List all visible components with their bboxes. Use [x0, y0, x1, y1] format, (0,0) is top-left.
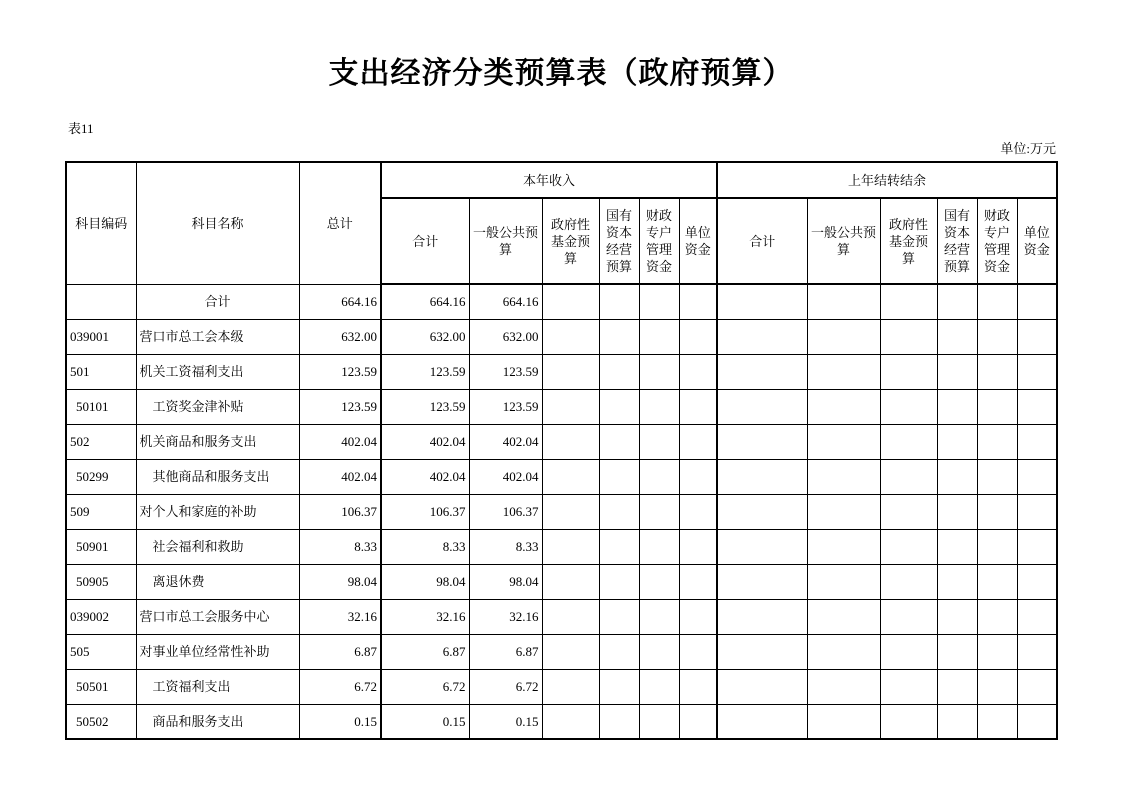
cell-value: 402.04	[381, 459, 469, 494]
cell-subject-code	[66, 284, 136, 319]
cell-value: 6.87	[469, 634, 542, 669]
cell-value	[639, 319, 679, 354]
cell-value	[679, 354, 717, 389]
cell-value	[1017, 284, 1057, 319]
cell-value: 0.15	[469, 704, 542, 739]
cell-value	[807, 704, 880, 739]
cell-value	[1017, 424, 1057, 459]
cell-value	[542, 704, 599, 739]
cell-value	[679, 494, 717, 529]
cell-subject-code: 502	[66, 424, 136, 459]
cell-value: 123.59	[299, 389, 381, 424]
cell-value	[977, 319, 1017, 354]
cell-value: 6.72	[299, 669, 381, 704]
cell-value	[977, 459, 1017, 494]
cell-value	[977, 634, 1017, 669]
cell-subject-code: 50299	[66, 459, 136, 494]
cell-value	[807, 424, 880, 459]
header-row-groups	[66, 162, 1057, 198]
cell-value	[937, 494, 977, 529]
cell-value: 6.72	[381, 669, 469, 704]
cell-value: 32.16	[381, 599, 469, 634]
cell-value	[937, 319, 977, 354]
table-row	[66, 599, 1057, 634]
cell-value	[679, 424, 717, 459]
cell-value	[717, 599, 807, 634]
cell-value: 32.16	[299, 599, 381, 634]
cell-subject-code: 50905	[66, 564, 136, 599]
cell-value	[542, 284, 599, 319]
cell-value: 6.72	[469, 669, 542, 704]
cell-value	[937, 564, 977, 599]
table-number-label: 表11	[68, 121, 94, 136]
cell-value	[717, 529, 807, 564]
cell-value	[880, 424, 937, 459]
cell-value: 123.59	[469, 354, 542, 389]
cell-value	[599, 319, 639, 354]
cell-value	[542, 389, 599, 424]
table-row	[66, 494, 1057, 529]
cell-subject-code: 50502	[66, 704, 136, 739]
cell-value	[679, 319, 717, 354]
cell-value	[1017, 319, 1057, 354]
subcolumn-header-1-4: 财政专户管理资金	[977, 198, 1017, 284]
cell-value	[639, 424, 679, 459]
cell-value	[1017, 389, 1057, 424]
cell-value	[717, 704, 807, 739]
cell-value	[639, 669, 679, 704]
cell-value	[679, 284, 717, 319]
cell-value	[542, 564, 599, 599]
table-row	[66, 564, 1057, 599]
cell-value: 402.04	[299, 424, 381, 459]
cell-value	[807, 284, 880, 319]
cell-value	[717, 284, 807, 319]
cell-value	[1017, 704, 1057, 739]
cell-value	[807, 564, 880, 599]
cell-value	[717, 669, 807, 704]
cell-value	[977, 494, 1017, 529]
subcolumn-header-1-2: 政府性基金预算	[880, 198, 937, 284]
cell-value	[880, 704, 937, 739]
cell-value	[599, 424, 639, 459]
cell-value	[679, 459, 717, 494]
cell-value: 402.04	[381, 424, 469, 459]
column-header-name: 科目名称	[136, 162, 299, 284]
cell-value	[977, 354, 1017, 389]
cell-value	[542, 599, 599, 634]
cell-value	[977, 389, 1017, 424]
budget-table-body	[66, 284, 1057, 739]
cell-value: 632.00	[299, 319, 381, 354]
cell-subject-name: 营口市总工会服务中心	[136, 599, 299, 634]
cell-value	[542, 424, 599, 459]
table-row	[66, 389, 1057, 424]
cell-subject-code: 50101	[66, 389, 136, 424]
cell-value: 123.59	[381, 354, 469, 389]
subcolumn-header-0-1: 一般公共预算	[469, 198, 542, 284]
cell-value: 8.33	[299, 529, 381, 564]
cell-value	[639, 564, 679, 599]
cell-value: 402.04	[469, 459, 542, 494]
table-row	[66, 424, 1057, 459]
cell-value	[717, 319, 807, 354]
cell-value	[717, 459, 807, 494]
cell-value	[599, 284, 639, 319]
cell-value	[807, 459, 880, 494]
table-row	[66, 354, 1057, 389]
unit-label: 单位:万元	[1000, 141, 1056, 156]
cell-value: 123.59	[469, 389, 542, 424]
cell-value	[542, 669, 599, 704]
cell-value	[599, 704, 639, 739]
cell-value: 123.59	[299, 354, 381, 389]
budget-table	[65, 161, 1058, 740]
cell-value	[679, 704, 717, 739]
cell-value	[1017, 459, 1057, 494]
cell-value	[807, 354, 880, 389]
cell-value	[679, 634, 717, 669]
cell-subject-name: 机关工资福利支出	[136, 354, 299, 389]
cell-value	[1017, 599, 1057, 634]
cell-value	[937, 704, 977, 739]
cell-value	[807, 494, 880, 529]
cell-value	[599, 564, 639, 599]
cell-value: 106.37	[469, 494, 542, 529]
cell-value	[639, 354, 679, 389]
cell-value	[679, 389, 717, 424]
subcolumn-header-0-5: 单位资金	[679, 198, 717, 284]
cell-value	[639, 494, 679, 529]
cell-subject-code: 50901	[66, 529, 136, 564]
cell-value: 402.04	[469, 424, 542, 459]
cell-value	[977, 529, 1017, 564]
cell-value	[807, 529, 880, 564]
cell-subject-name: 社会福利和救助	[136, 529, 299, 564]
subcolumn-header-0-2: 政府性基金预算	[542, 198, 599, 284]
table-row	[66, 529, 1057, 564]
cell-value	[977, 284, 1017, 319]
cell-value	[937, 599, 977, 634]
subcolumn-header-1-0: 合计	[717, 198, 807, 284]
cell-value	[880, 669, 937, 704]
cell-value	[880, 529, 937, 564]
cell-value	[599, 354, 639, 389]
cell-value	[639, 529, 679, 564]
cell-value: 106.37	[299, 494, 381, 529]
cell-value	[542, 459, 599, 494]
cell-value	[717, 424, 807, 459]
cell-value: 8.33	[381, 529, 469, 564]
cell-value	[717, 389, 807, 424]
cell-value	[880, 494, 937, 529]
cell-value	[542, 354, 599, 389]
cell-value	[977, 599, 1017, 634]
column-header-code: 科目编码	[66, 162, 136, 284]
cell-value	[880, 564, 937, 599]
cell-value: 0.15	[381, 704, 469, 739]
cell-value	[599, 529, 639, 564]
cell-subject-code: 039001	[66, 319, 136, 354]
cell-value: 402.04	[299, 459, 381, 494]
cell-subject-name: 对事业单位经常性补助	[136, 634, 299, 669]
cell-value	[639, 704, 679, 739]
cell-value	[599, 494, 639, 529]
cell-value	[1017, 354, 1057, 389]
cell-value	[807, 389, 880, 424]
cell-value	[639, 284, 679, 319]
cell-value	[937, 634, 977, 669]
cell-value: 32.16	[469, 599, 542, 634]
cell-value	[977, 704, 1017, 739]
cell-value	[937, 284, 977, 319]
cell-value	[1017, 669, 1057, 704]
cell-subject-name: 机关商品和服务支出	[136, 424, 299, 459]
cell-value	[639, 599, 679, 634]
cell-value: 632.00	[381, 319, 469, 354]
cell-value	[717, 564, 807, 599]
table-row	[66, 284, 1057, 319]
cell-value	[880, 319, 937, 354]
cell-subject-name: 其他商品和服务支出	[136, 459, 299, 494]
cell-value: 664.16	[381, 284, 469, 319]
group-header-current-year-income: 本年收入	[381, 162, 717, 198]
cell-value	[937, 354, 977, 389]
subcolumn-header-1-3: 国有资本经营预算	[937, 198, 977, 284]
cell-value	[542, 319, 599, 354]
subcolumn-header-0-0: 合计	[381, 198, 469, 284]
cell-value	[717, 634, 807, 669]
cell-value	[807, 634, 880, 669]
table-row	[66, 669, 1057, 704]
cell-subject-name: 离退休费	[136, 564, 299, 599]
cell-subject-code: 50501	[66, 669, 136, 704]
cell-subject-name: 工资福利支出	[136, 669, 299, 704]
cell-value: 98.04	[469, 564, 542, 599]
cell-value	[542, 529, 599, 564]
group-header-prior-year-carryover: 上年结转结余	[717, 162, 1057, 198]
cell-value	[679, 599, 717, 634]
cell-value: 106.37	[381, 494, 469, 529]
cell-value: 0.15	[299, 704, 381, 739]
cell-value	[679, 529, 717, 564]
cell-value	[679, 564, 717, 599]
cell-value: 6.87	[299, 634, 381, 669]
cell-value	[639, 389, 679, 424]
cell-value: 632.00	[469, 319, 542, 354]
cell-value	[542, 494, 599, 529]
cell-value	[1017, 564, 1057, 599]
cell-value	[717, 494, 807, 529]
cell-value	[977, 669, 1017, 704]
cell-value: 98.04	[381, 564, 469, 599]
cell-value	[599, 389, 639, 424]
page-title: 支出经济分类预算表（政府预算）	[328, 57, 794, 90]
cell-value	[679, 669, 717, 704]
cell-subject-code: 505	[66, 634, 136, 669]
cell-subject-name: 营口市总工会本级	[136, 319, 299, 354]
cell-value	[880, 634, 937, 669]
cell-value	[880, 599, 937, 634]
cell-value	[977, 424, 1017, 459]
cell-value	[880, 459, 937, 494]
cell-value	[807, 319, 880, 354]
cell-subject-name: 商品和服务支出	[136, 704, 299, 739]
cell-value	[542, 634, 599, 669]
cell-subject-code: 501	[66, 354, 136, 389]
cell-value	[599, 634, 639, 669]
cell-value	[639, 459, 679, 494]
cell-value	[937, 669, 977, 704]
cell-subject-code: 039002	[66, 599, 136, 634]
cell-value	[639, 634, 679, 669]
budget-table-header	[66, 162, 1057, 284]
cell-value	[880, 284, 937, 319]
cell-subject-name: 对个人和家庭的补助	[136, 494, 299, 529]
cell-value	[937, 459, 977, 494]
cell-value	[599, 459, 639, 494]
subcolumn-header-0-3: 国有资本经营预算	[599, 198, 639, 284]
cell-value	[717, 354, 807, 389]
cell-subject-name: 合计	[136, 284, 299, 319]
cell-value	[937, 529, 977, 564]
cell-value	[599, 669, 639, 704]
cell-subject-code: 509	[66, 494, 136, 529]
subcolumn-header-1-1: 一般公共预算	[807, 198, 880, 284]
table-row	[66, 704, 1057, 739]
subcolumn-header-0-4: 财政专户管理资金	[639, 198, 679, 284]
cell-value: 6.87	[381, 634, 469, 669]
table-row	[66, 634, 1057, 669]
cell-value	[1017, 494, 1057, 529]
subcolumn-header-1-5: 单位资金	[1017, 198, 1057, 284]
cell-value	[880, 354, 937, 389]
cell-value: 8.33	[469, 529, 542, 564]
cell-value	[1017, 634, 1057, 669]
cell-value: 664.16	[299, 284, 381, 319]
cell-subject-name: 工资奖金津补贴	[136, 389, 299, 424]
table-row	[66, 459, 1057, 494]
cell-value	[977, 564, 1017, 599]
cell-value: 123.59	[381, 389, 469, 424]
cell-value	[1017, 529, 1057, 564]
cell-value: 664.16	[469, 284, 542, 319]
cell-value	[937, 424, 977, 459]
cell-value	[807, 669, 880, 704]
table-row	[66, 319, 1057, 354]
cell-value	[599, 599, 639, 634]
cell-value: 98.04	[299, 564, 381, 599]
cell-value	[807, 599, 880, 634]
cell-value	[880, 389, 937, 424]
cell-value	[937, 389, 977, 424]
column-header-total: 总计	[299, 162, 381, 284]
